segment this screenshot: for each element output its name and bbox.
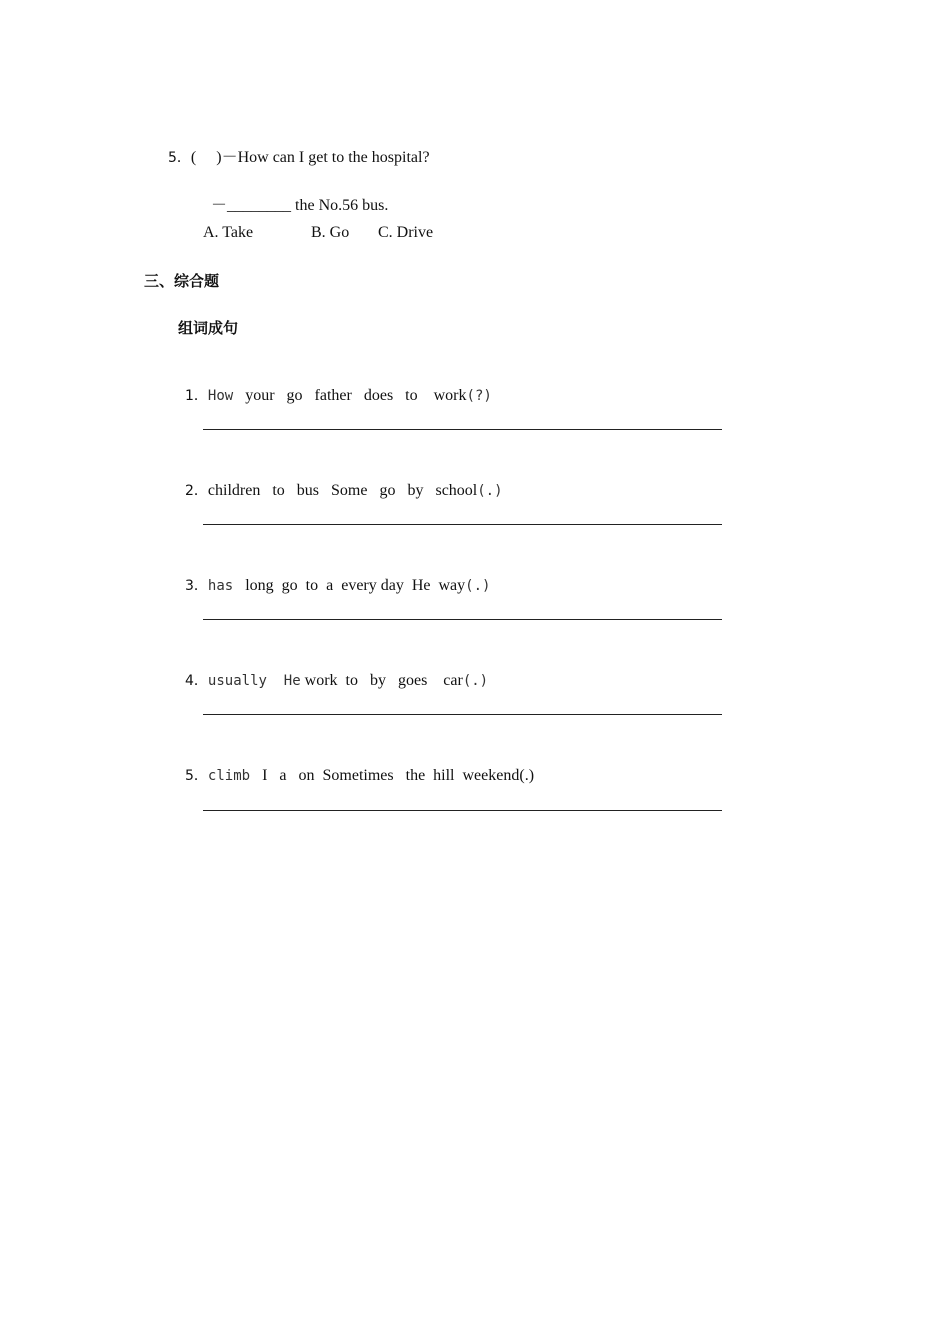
- item-number: 4．: [185, 673, 208, 689]
- answer-line[interactable]: [203, 810, 722, 811]
- list-item: [177, 461, 503, 501]
- item-end: (?): [466, 388, 492, 404]
- item-number: 2．: [185, 483, 208, 499]
- answer-line[interactable]: [203, 429, 722, 430]
- mc-reply-dash: －: [211, 197, 228, 214]
- list-item: [177, 366, 492, 406]
- list-item: [177, 746, 534, 786]
- answer-line[interactable]: [203, 714, 722, 715]
- section-heading: 三、综合题: [144, 272, 220, 290]
- mc-question-line: [160, 128, 430, 168]
- mc-option-b: B. Go: [311, 224, 350, 241]
- item-words: work to by goes car: [304, 672, 463, 689]
- section-subheading: 组词成句: [178, 319, 239, 337]
- mc-question-number: 5．: [168, 150, 191, 166]
- mc-answer-paren: ( ): [190, 149, 222, 166]
- item-words: children to bus Some go by school: [207, 482, 478, 499]
- item-words-mono: has: [207, 578, 234, 594]
- item-words: long go to a every day He way: [245, 577, 466, 594]
- item-end: (.): [462, 673, 489, 689]
- item-end: (.): [465, 578, 491, 594]
- answer-line[interactable]: [203, 524, 722, 525]
- item-number: 1．: [185, 388, 208, 404]
- item-words: your go father does to work: [245, 387, 467, 404]
- item-end: (.): [477, 483, 503, 499]
- mc-reply-text: the No.56 bus.: [291, 197, 389, 214]
- answer-line[interactable]: [203, 619, 722, 620]
- list-item: [177, 651, 488, 691]
- mc-option-a: A. Take: [203, 224, 254, 241]
- mc-reply-line: [203, 176, 388, 216]
- item-number: 3．: [185, 578, 208, 594]
- item-words-mono: usually He: [207, 673, 301, 689]
- mc-reply-blank: ________: [227, 197, 292, 214]
- item-number: 5．: [185, 768, 208, 784]
- mc-question-prompt: －How can I get to the hospital?: [221, 149, 430, 166]
- list-item: [177, 556, 490, 596]
- mc-option-c: C. Drive: [378, 224, 434, 241]
- item-words: I a on Sometimes the hill weekend(.): [262, 767, 535, 784]
- item-words-mono: climb: [207, 768, 251, 784]
- item-words-mono: How: [207, 388, 234, 404]
